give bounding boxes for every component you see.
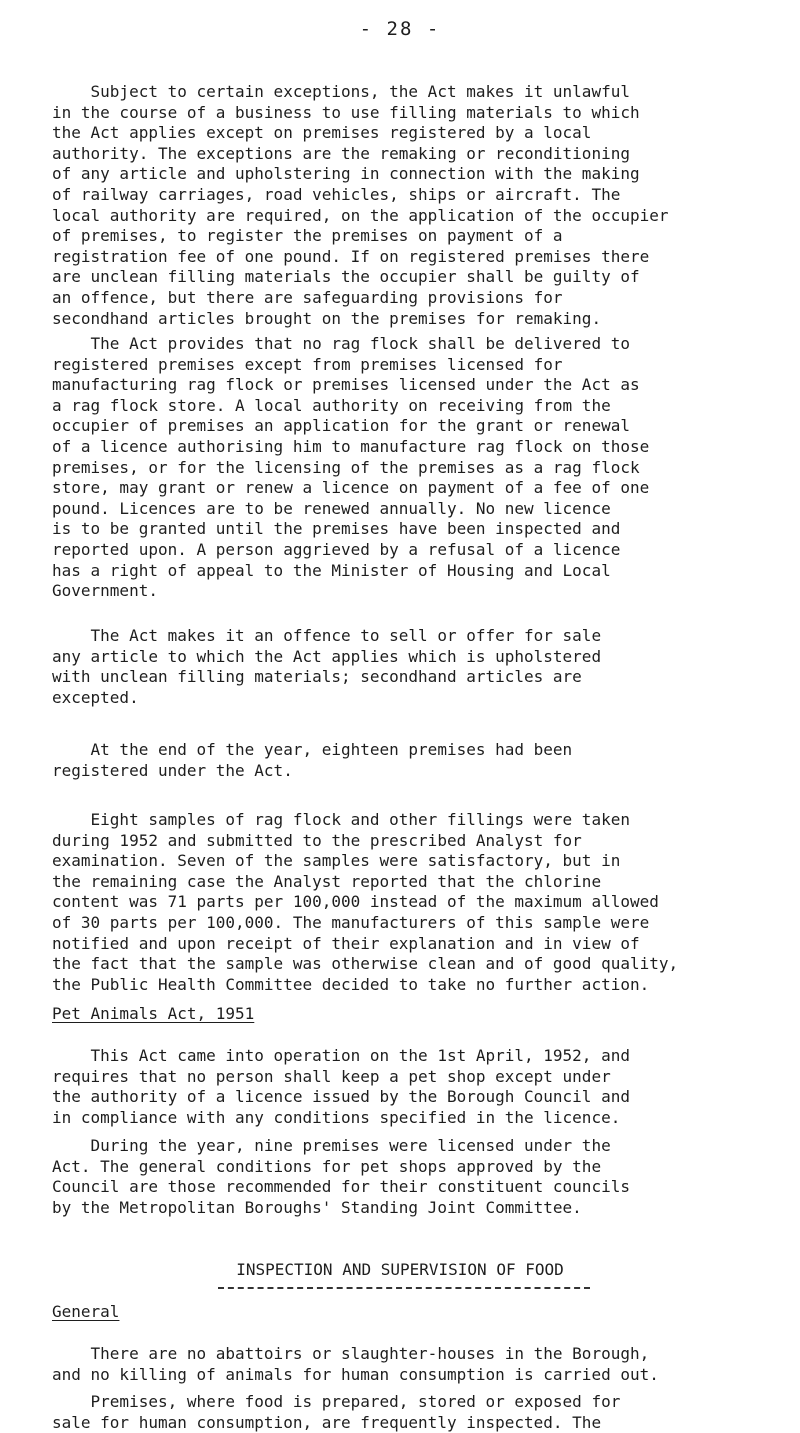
paragraph-rag-flock-licences: The Act provides that no rag flock shall be delivered to registered premises except from premises licensed for manufacturing rag flock or premises licensed under the Act as a rag flock store. A local authority on receiving from the occupier of premises an application for the grant or renewal of a licence authorising him to manufacture rag flock on those premises, or for the licensing of the premises as a rag flock store, may grant or renew a licence on payment of a fee of one pound. Licences are to be renewed annually. No new licence is to be granted until the premises have been inspected and reported upon. A person aggrieved by a refusal of a licence has a right of appeal to the Minister of Housing and Local Government. [52,334,650,601]
heading-dashed-rule [218,1287,590,1289]
paragraph-sale-offence: The Act makes it an offence to sell or offer for sale any article to which the Act applies which is upholstered with unclean filling materials; secondhand articles are excepted. [52,626,602,707]
paragraph-pet-act-operation: This Act came into operation on the 1st April, 1952, and requires that no person shall keep a pet shop except under the authority of a licence issued by the Borough Council and in compliance with any conditions specified in the licence. [52,1046,630,1127]
paragraph-abattoirs: There are no abattoirs or slaughter-houses in the Borough, and no killing of animals for human consumption is carried out. [52,1344,659,1384]
paragraph-premises-inspected: Premises, where food is prepared, stored or exposed for sale for human consumption, are frequently inspected. The [52,1392,621,1432]
section-heading-food-inspection: INSPECTION AND SUPERVISION OF FOOD [236,1260,564,1279]
subheading-general: General [52,1302,120,1321]
paragraph-pet-licences: During the year, nine premises were licensed under the Act. The general conditions for pet shops approved by the Council are those recommended for their constituent councils by the Metropolitan Boroughs' Standing Joint Committee. [52,1136,630,1217]
paragraph-samples: Eight samples of rag flock and other fillings were taken during 1952 and submitted to the prescribed Analyst for examination. Seven of the samples were satisfactory, but in the remaining case the Analyst reported that the chlorine content was 71 parts per 100,000 instead of the maximum allowed of 30 parts per 100,000. The manufacturers of this sample were notified and upon receipt of their explanation and in view of the fact that the sample was otherwise clean and of good quality, the Public Health Committee decided to take no further action. [52,810,679,994]
section-heading-pet-animals-act: Pet Animals Act, 1951 [52,1004,255,1023]
paragraph-registration: Subject to certain exceptions, the Act makes it unlawful in the course of a business to use filling materials to which the Act applies except on premises registered by a local authority. The exceptions are the remaking or reconditioning of any article and upholstering in connection with the making of railway carriages, road vehicles, ships or aircraft. The local authority are required, on the application of the occupier of premises, to register the premises on payment of a registration fee of one pound. If on registered premises there are unclean filling materials the occupier shall be guilty of an offence, but there are safeguarding provisions for secondhand articles brought on the premises for remaking. [52,82,669,328]
paragraph-registered-premises: At the end of the year, eighteen premises had been registered under the Act. [52,740,573,780]
page-number: - 28 - [359,18,441,40]
